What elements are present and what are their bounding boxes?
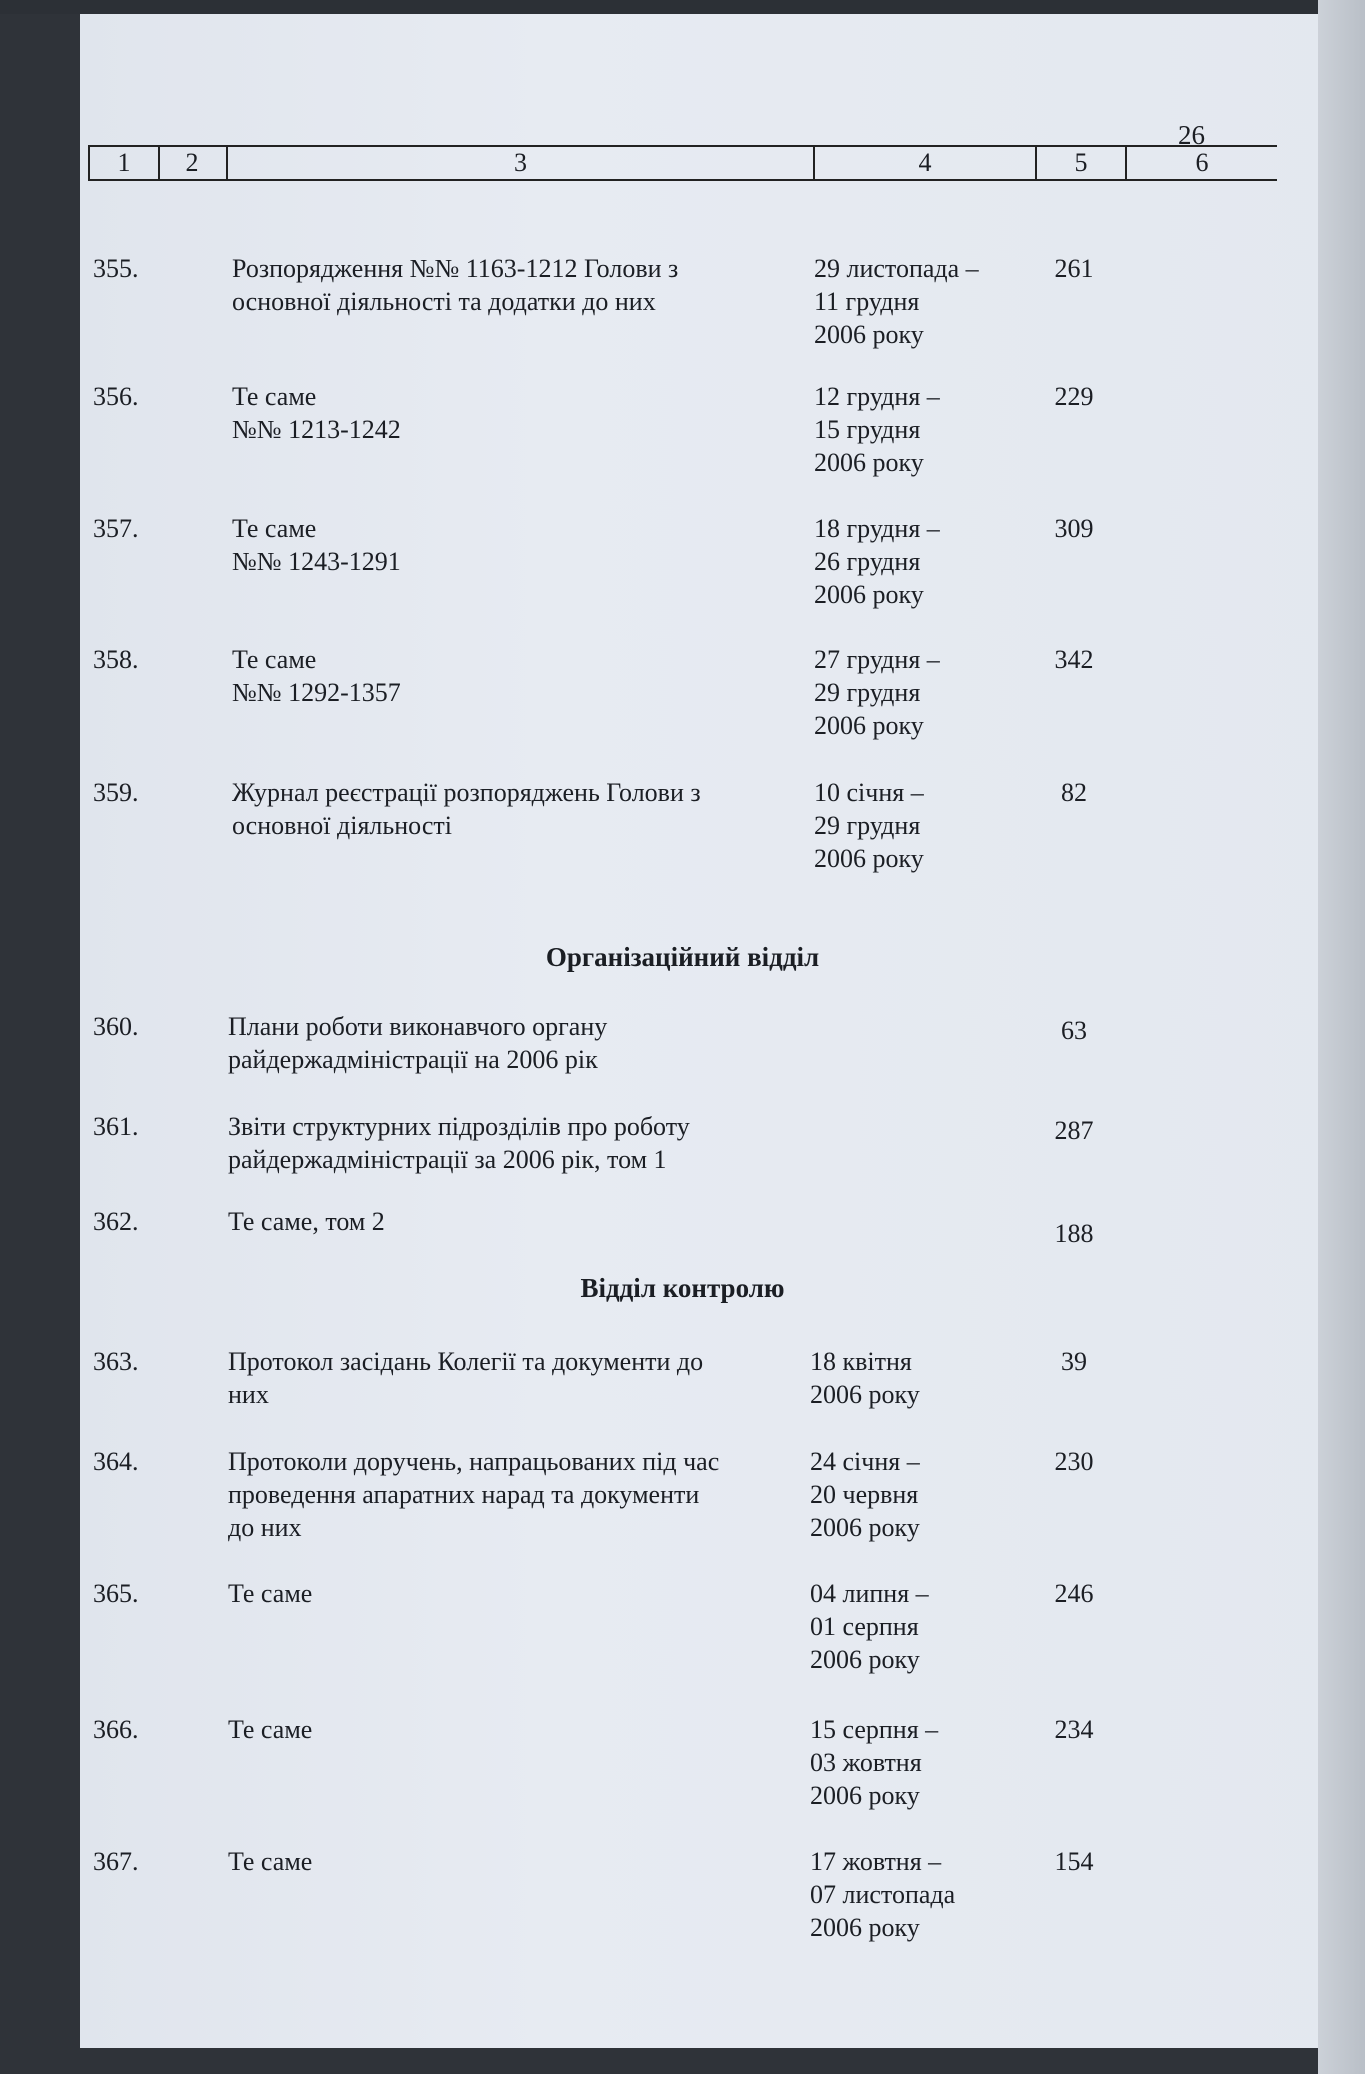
header-col-2: 2 (158, 145, 228, 181)
entry-number: 358. (93, 645, 139, 674)
entry-sheet-count: 230 (1054, 1447, 1094, 1476)
date-line: 18 грудня – (814, 514, 940, 543)
date-line: 03 жовтня (810, 1748, 922, 1777)
entry-number: 363. (93, 1347, 139, 1376)
date-line: 10 січня – (814, 778, 924, 807)
entry-sheet-count: 234 (1054, 1715, 1094, 1744)
page-number: 26 (1178, 120, 1205, 150)
description-line: №№ 1243-1291 (232, 547, 401, 576)
description-line: Те саме (228, 1847, 313, 1876)
entry-description (232, 380, 792, 446)
description-line: Те саме (232, 382, 317, 411)
entry-description (228, 1110, 788, 1176)
date-line: 04 липня – (810, 1579, 929, 1608)
entry-date-range (810, 1577, 1010, 1676)
entry-sheet-count: 261 (1054, 254, 1094, 283)
entry-sheet-count: 342 (1054, 645, 1094, 674)
entry-sheet-count: 229 (1054, 382, 1094, 411)
entry-date-range (810, 1845, 1010, 1944)
description-line: райдержадміністрації на 2006 рік (228, 1045, 598, 1074)
date-line: 15 серпня – (810, 1715, 939, 1744)
date-line: 2006 року (814, 448, 924, 477)
entry-description (228, 1205, 788, 1238)
date-line: 2006 року (810, 1645, 920, 1674)
entry-description (228, 1445, 788, 1544)
entry-number: 359. (93, 778, 139, 807)
entry-description (232, 643, 792, 709)
entry-sheet-count: 82 (1061, 778, 1087, 807)
header-col-6: 6 (1127, 145, 1277, 181)
entry-number: 356. (93, 382, 139, 411)
date-line: 2006 року (814, 711, 924, 740)
scan-border-top (0, 0, 1365, 14)
entry-sheet-count: 63 (1061, 1016, 1087, 1045)
entry-sheet-count: 309 (1054, 514, 1094, 543)
entry-date-range (814, 512, 1014, 611)
entry-date-range (810, 1345, 1010, 1411)
entry-description (228, 1010, 788, 1076)
date-line: 2006 року (810, 1913, 920, 1942)
date-line: 2006 року (810, 1781, 920, 1810)
description-line: до них (228, 1513, 302, 1542)
entry-description (232, 512, 792, 578)
header-col-4: 4 (815, 145, 1037, 181)
description-line: Плани роботи виконавчого органу (228, 1012, 608, 1041)
entry-date-range (814, 380, 1014, 479)
date-line: 2006 року (810, 1513, 920, 1542)
description-line: Протокол засідань Колегії та документи до (228, 1347, 704, 1376)
description-line: Те саме (232, 645, 317, 674)
description-line: проведення апаратних нарад та документи (228, 1480, 700, 1509)
header-col-1: 1 (88, 145, 160, 181)
description-line: них (228, 1380, 269, 1409)
description-line: Те саме, том 2 (228, 1207, 385, 1236)
description-line: №№ 1292-1357 (232, 678, 401, 707)
date-line: 17 жовтня – (810, 1847, 942, 1876)
date-line: 26 грудня (814, 547, 921, 576)
entry-date-range (810, 1713, 1010, 1812)
date-line: 12 грудня – (814, 382, 940, 411)
entry-number: 355. (93, 254, 139, 283)
entry-date-range (814, 643, 1014, 742)
description-line: Журнал реєстрації розпоряджень Голови з (232, 778, 701, 807)
entry-number: 362. (93, 1207, 139, 1236)
date-line: 27 грудня – (814, 645, 940, 674)
entry-number: 364. (93, 1447, 139, 1476)
date-line: 2006 року (814, 320, 924, 349)
date-line: 15 грудня (814, 415, 921, 444)
entry-number: 361. (93, 1112, 139, 1141)
entry-date-range (814, 252, 1014, 351)
entry-sheet-count: 246 (1054, 1579, 1094, 1608)
description-line: Протоколи доручень, напрацьованих під час (228, 1447, 720, 1476)
date-line: 2006 року (810, 1380, 920, 1409)
description-line: основної діяльності та додатки до них (232, 287, 656, 316)
paper-edge (1318, 0, 1365, 2074)
section-title: Відділ контролю (580, 1273, 785, 1303)
entry-number: 357. (93, 514, 139, 543)
description-line: Те саме (228, 1579, 313, 1608)
date-line: 2006 року (814, 580, 924, 609)
entry-date-range (810, 1445, 1010, 1544)
entry-number: 360. (93, 1012, 139, 1041)
description-line: Те саме (232, 514, 317, 543)
entry-description (232, 252, 792, 318)
entry-sheet-count: 39 (1061, 1347, 1087, 1376)
entry-number: 365. (93, 1579, 139, 1608)
entry-sheet-count: 154 (1054, 1847, 1094, 1876)
date-line: 07 листопада (810, 1880, 956, 1909)
scan-border-left (0, 0, 80, 2074)
date-line: 20 червня (810, 1480, 919, 1509)
entry-description (232, 776, 792, 842)
entry-sheet-count: 188 (1054, 1219, 1094, 1248)
entry-sheet-count: 287 (1054, 1116, 1094, 1145)
entry-number: 366. (93, 1715, 139, 1744)
description-line: райдержадміністрації за 2006 рік, том 1 (228, 1145, 667, 1174)
date-line: 29 грудня (814, 678, 921, 707)
description-line: Розпорядження №№ 1163-1212 Голови з (232, 254, 679, 283)
entry-number: 367. (93, 1847, 139, 1876)
date-line: 2006 року (814, 844, 924, 873)
entry-description (228, 1845, 788, 1878)
date-line: 29 грудня (814, 811, 921, 840)
date-line: 01 серпня (810, 1612, 919, 1641)
date-line: 29 листопада – (814, 254, 979, 283)
entry-description (228, 1577, 788, 1610)
date-line: 24 січня – (810, 1447, 920, 1476)
header-col-5: 5 (1037, 145, 1127, 181)
section-title: Організаційний відділ (545, 942, 820, 972)
entry-description (228, 1713, 788, 1746)
date-line: 18 квітня (810, 1347, 912, 1376)
description-line: Звіти структурних підрозділів про роботу (228, 1112, 690, 1141)
description-line: Те саме (228, 1715, 313, 1744)
header-col-3: 3 (228, 145, 815, 181)
date-line: 11 грудня (814, 287, 920, 316)
scan-border-bottom (0, 2048, 1365, 2074)
description-line: №№ 1213-1242 (232, 415, 401, 444)
entry-description (228, 1345, 788, 1411)
entry-date-range (814, 776, 1014, 875)
description-line: основної діяльності (232, 811, 452, 840)
